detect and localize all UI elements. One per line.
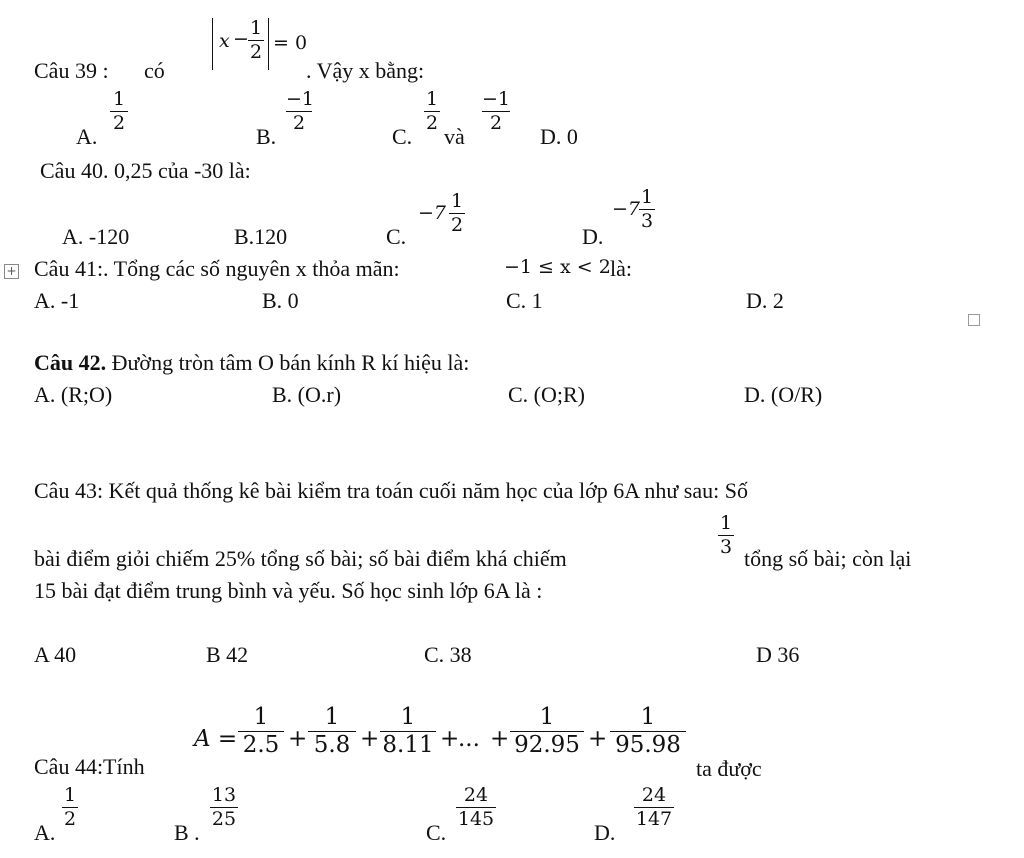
q44-option-c-fraction: 24 145 xyxy=(457,784,495,830)
q44-option-a-label: A. xyxy=(34,820,56,845)
q41-tail: là: xyxy=(610,256,632,281)
q39-option-c-label: C. xyxy=(392,124,413,149)
q39-option-b-fraction: −1 2 xyxy=(286,88,315,134)
q40-label: Câu 40. 0,25 của -30 là: xyxy=(40,158,251,183)
q42-label: Câu 42. Đường tròn tâm O bán kính R kí hiệu là: xyxy=(34,350,470,375)
q44-tail: ta được xyxy=(696,756,762,781)
q43-option-b: B 42 xyxy=(206,642,249,667)
q39-option-b-label: B. xyxy=(256,124,277,149)
q44-option-b-label: B . xyxy=(174,820,200,845)
q43-line-3: 15 bài đạt điểm trung bình và yếu. Số học sinh lớp 6A là : xyxy=(34,578,543,603)
q40-option-c-label: C. xyxy=(386,224,407,249)
anchor-box-icon xyxy=(968,314,980,326)
q39-tail: . Vậy x bằng: xyxy=(306,58,425,83)
q39-option-c-va: và xyxy=(444,124,465,149)
q39-option-c-fraction-2: −1 2 xyxy=(482,88,511,134)
q41-label: Câu 41:. Tổng các số nguyên x thỏa mãn: xyxy=(34,256,400,281)
q43-option-d: D 36 xyxy=(756,642,800,667)
q40-option-c-whole: −7 xyxy=(418,202,447,224)
q43-fraction: 1 3 xyxy=(719,512,733,558)
q41-option-a: A. -1 xyxy=(34,288,80,313)
q44-option-d-label: D. xyxy=(594,820,616,845)
q39-co: có xyxy=(144,58,165,83)
q43-line-2b: tổng số bài; còn lại xyxy=(744,546,912,571)
move-handle-icon[interactable]: + xyxy=(4,264,19,279)
q40-option-b: B.120 xyxy=(234,224,288,249)
q41-option-d: D. 2 xyxy=(746,288,784,313)
q39-option-c-fraction-1: 1 2 xyxy=(425,88,439,134)
q42-option-c: C. (O;R) xyxy=(508,382,585,407)
q41-inequality: −1 ≤ x < 2 xyxy=(504,256,611,278)
q44-label: Câu 44:Tính xyxy=(34,754,145,779)
q40-option-d-fraction: 1 3 xyxy=(640,186,654,232)
q40-option-d-label: D. xyxy=(582,224,604,249)
q39-label: Câu 39 : xyxy=(34,58,109,83)
q44-option-b-fraction: 13 25 xyxy=(211,784,237,830)
q39-option-a-label: A. xyxy=(76,124,98,149)
q42-option-b: B. (O.r) xyxy=(272,382,342,407)
q40-option-d-whole: −7 xyxy=(612,198,641,220)
q42-option-d: D. (O/R) xyxy=(744,382,823,407)
q41-option-b: B. 0 xyxy=(262,288,299,313)
q40-option-a: A. -120 xyxy=(62,224,130,249)
q41-option-c: C. 1 xyxy=(506,288,543,313)
q44-option-a-fraction: 1 2 xyxy=(63,784,77,830)
q43-line-2a: bài điểm giỏi chiếm 25% tổng số bài; số bài điểm khá chiếm xyxy=(34,546,567,571)
q43-line-1: Câu 43: Kết quả thống kê bài kiểm tra toán cuối năm học của lớp 6A như sau: Số xyxy=(34,478,748,503)
q42-option-a: A. (R;O) xyxy=(34,382,113,407)
q44-option-d-fraction: 24 147 xyxy=(635,784,673,830)
q44-option-c-label: C. xyxy=(426,820,447,845)
q43-option-a: A 40 xyxy=(34,642,77,667)
q43-option-c: C. 38 xyxy=(424,642,472,667)
q40-option-c-fraction: 1 2 xyxy=(450,190,464,236)
q39-option-d: D. 0 xyxy=(540,124,578,149)
q39-option-a-fraction: 1 2 xyxy=(110,90,128,133)
